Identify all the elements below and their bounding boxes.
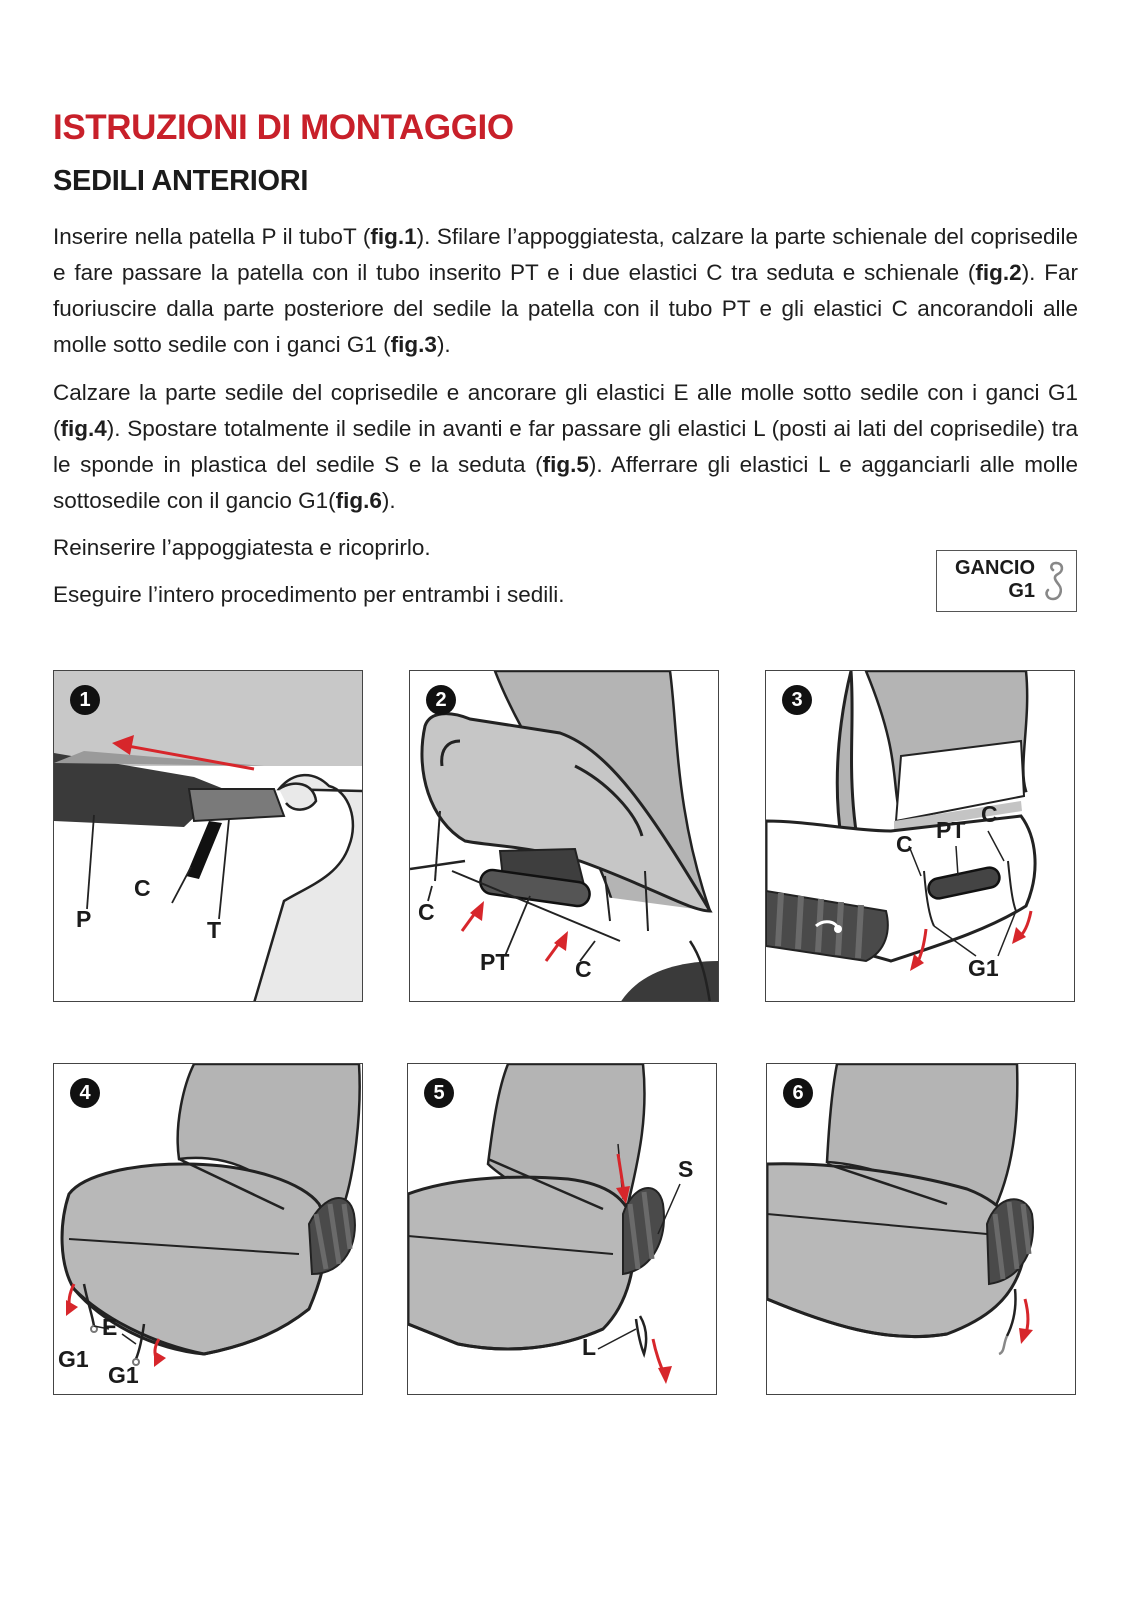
label-E: E xyxy=(102,1314,118,1340)
label-G1-right: G1 xyxy=(108,1362,139,1388)
instruction-paragraph-3: Reinserire l’appoggiatesta e ricoprirlo. xyxy=(53,535,431,560)
figure-ref: fig.6 xyxy=(335,488,382,513)
figure-3-illustration xyxy=(766,671,1075,1002)
label-T: T xyxy=(207,917,222,943)
text-run: ). Spostare totalmente il sedile in avanti e far passare gli elastici L (posti ai lati del coprisedile) tra le sponde in plastica del sedile S e la seduta ( xyxy=(53,416,1078,477)
hook-legend xyxy=(936,550,1077,612)
label-P: P xyxy=(76,906,92,932)
figure-2 xyxy=(409,670,719,1002)
figure-1 xyxy=(53,670,363,1002)
hook-icon xyxy=(1042,559,1068,603)
label-L: L xyxy=(582,1334,597,1360)
figure-3-number: 3 xyxy=(782,685,812,715)
label-G1-left: G1 xyxy=(58,1346,89,1372)
label-PT: PT xyxy=(480,949,510,975)
figure-4-illustration xyxy=(54,1064,363,1395)
label-C-left: C xyxy=(418,899,435,925)
figure-1-number: 1 xyxy=(70,685,100,715)
figure-ref: fig.5 xyxy=(542,452,589,477)
label-C-right: C xyxy=(981,801,998,827)
text-run: ). xyxy=(381,488,396,513)
figure-ref: fig.3 xyxy=(390,332,437,357)
figure-ref: fig.4 xyxy=(60,416,107,441)
figure-5 xyxy=(407,1063,717,1395)
text-run: ). xyxy=(436,332,451,357)
figure-2-illustration xyxy=(410,671,719,1002)
figure-6-number: 6 xyxy=(783,1078,813,1108)
instruction-paragraph-1 xyxy=(53,219,1078,363)
text-run: ). Sfilare l’appoggiatesta, calzare la parte schienale del coprisedile e fare passare la patella con il tubo inserito PT e i due elastici C tra seduta e schienale ( xyxy=(53,224,1079,285)
label-G1: G1 xyxy=(968,955,999,981)
text-run: Inserire nella patella P il tuboT ( xyxy=(53,224,371,249)
section-title: SEDILI ANTERIORI xyxy=(53,165,309,197)
figure-4 xyxy=(53,1063,363,1395)
label-C-right: C xyxy=(575,956,592,982)
text-run: ). Afferrare gli elastici L e agganciarli alle molle sottosedile con il gancio G1( xyxy=(53,452,1078,513)
text-run: Calzare la parte sedile del coprisedile e ancorare gli elastici E alle molle sotto sedile con i ganci G1 ( xyxy=(53,380,1078,441)
label-C-left: C xyxy=(896,831,913,857)
figure-4-number: 4 xyxy=(70,1078,100,1108)
page-title: ISTRUZIONI DI MONTAGGIO xyxy=(53,108,514,147)
hook-legend-line-2: G1 xyxy=(1008,580,1035,602)
text-run: ). Far fuoriuscire dalla parte posteriore del sedile la patella con il tubo PT e gli elastici C ancorandoli alle molle sotto sedile con i ganci G1 ( xyxy=(53,260,1078,357)
figure-6-illustration xyxy=(767,1064,1076,1395)
label-S: S xyxy=(678,1156,694,1182)
hook-legend-label xyxy=(945,557,1035,603)
figure-ref: fig.1 xyxy=(370,224,417,249)
label-PT: PT xyxy=(936,817,966,843)
label-C: C xyxy=(134,875,151,901)
figure-1-illustration xyxy=(54,671,363,1002)
instruction-paragraph-4: Eseguire l’intero procedimento per entrambi i sedili. xyxy=(53,582,565,607)
figure-3 xyxy=(765,670,1075,1002)
figure-5-illustration xyxy=(408,1064,717,1395)
figure-2-number: 2 xyxy=(426,685,456,715)
figure-5-number: 5 xyxy=(424,1078,454,1108)
hook-legend-line-1: GANCIO xyxy=(955,557,1035,579)
figure-6 xyxy=(766,1063,1076,1395)
instruction-paragraph-2 xyxy=(53,375,1078,519)
figure-ref: fig.2 xyxy=(975,260,1022,285)
